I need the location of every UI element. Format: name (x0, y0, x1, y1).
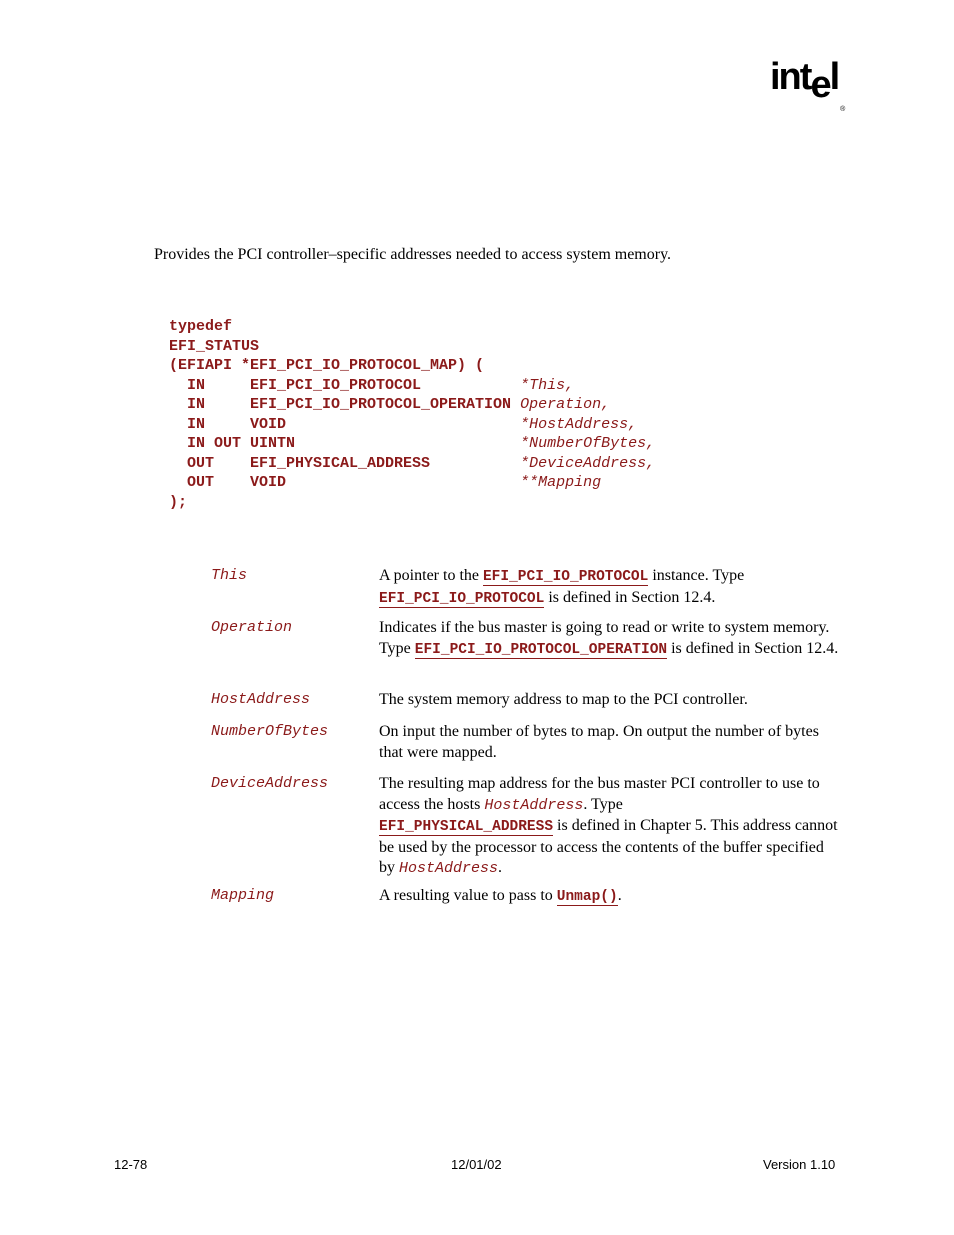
code-param-type: EFI_PCI_IO_PROTOCOL (250, 376, 521, 394)
param-name-device-address: DeviceAddress (211, 775, 329, 792)
code-param-mod: OUT (169, 474, 251, 491)
text: A pointer to the (379, 567, 483, 584)
text: . Type (583, 795, 623, 813)
text: is defined in Section 12.4. (667, 639, 839, 657)
footer-page-number: 12-78 (114, 1157, 148, 1172)
intel-logo: intel$_®$ (770, 56, 846, 113)
param-desc-host-address: The system memory address to map to the PCI controller. (379, 691, 748, 708)
text: A resulting value to pass to (379, 887, 557, 904)
code-param-mod: IN OUT (169, 435, 251, 452)
text: The resulting map address for the bus master PCI controller to use to access the hosts (379, 775, 820, 813)
code-param-name: *This, (520, 376, 575, 394)
link-efi-pci-io-protocol-operation[interactable]: EFI_PCI_IO_PROTOCOL_OPERATION (414, 641, 668, 658)
link-efi-pci-io-protocol[interactable]: EFI_PCI_IO_PROTOCOL (379, 590, 545, 607)
code-param-name: Operation, (520, 396, 611, 413)
param-desc-this (379, 566, 841, 609)
param-name-host-address: HostAddress (211, 691, 311, 708)
footer-version: Version 1.10 (763, 1157, 836, 1172)
code-param-name: **Mapping (520, 474, 602, 491)
code-param-type: VOID (250, 474, 521, 491)
code-param-type: UINTN (250, 435, 521, 452)
code-typedef: typedef (169, 318, 233, 335)
text: . (498, 859, 503, 876)
param-name-this: This (211, 567, 248, 584)
code-param-name: *NumberOfBytes, (520, 435, 656, 452)
footer-date: 12/01/02 (451, 1157, 502, 1172)
inline-host-address: HostAddress (484, 796, 584, 814)
code-return-type: EFI_STATUS (169, 337, 260, 355)
registered-mark: ® (840, 106, 846, 113)
function-description: Provides the PCI controller–specific addresses needed to access system memory. (154, 246, 672, 263)
param-desc-operation (379, 618, 841, 660)
param-desc-device-address (379, 774, 841, 880)
code-param-type: EFI_PCI_IO_PROTOCOL_OPERATION (250, 396, 521, 413)
code-param-name: *HostAddress, (520, 415, 638, 433)
param-name-number-of-bytes: NumberOfBytes (211, 723, 329, 740)
code-param-mod: OUT (169, 454, 251, 472)
code-param-type: VOID (250, 415, 521, 433)
param-name-mapping: Mapping (211, 887, 275, 904)
code-param-type: EFI_PHYSICAL_ADDRESS (250, 454, 521, 472)
text: Indicates if the bus master is going to read or write to system memory. Type (379, 619, 830, 657)
text: instance. Type (648, 567, 745, 584)
code-param-mod: IN (169, 415, 251, 433)
inline-host-address: HostAddress (399, 860, 499, 877)
text: . (617, 887, 622, 904)
code-close: ); (169, 493, 188, 511)
code-function-decl: (EFIAPI *EFI_PCI_IO_PROTOCOL_MAP) ( (169, 357, 485, 374)
param-desc-number-of-bytes: On input the number of bytes to map. On output the number of bytes that were mapped. (379, 723, 819, 761)
text: is defined in Chapter 5. This address cannot be used by the processor to access the contents of the buffer specified by (379, 817, 838, 876)
param-desc-mapping (379, 886, 841, 908)
link-efi-physical-address[interactable]: EFI_PHYSICAL_ADDRESS (379, 819, 554, 835)
code-param-name: *DeviceAddress, (520, 454, 656, 472)
text: is defined in Section 12.4. (544, 588, 716, 606)
code-param-mod: IN (169, 396, 251, 413)
link-efi-pci-io-protocol[interactable]: EFI_PCI_IO_PROTOCOL (482, 569, 649, 585)
link-unmap[interactable]: Unmap() (556, 889, 618, 905)
prototype-code (169, 317, 655, 512)
param-name-operation: Operation (211, 619, 293, 636)
code-param-mod: IN (169, 376, 251, 394)
